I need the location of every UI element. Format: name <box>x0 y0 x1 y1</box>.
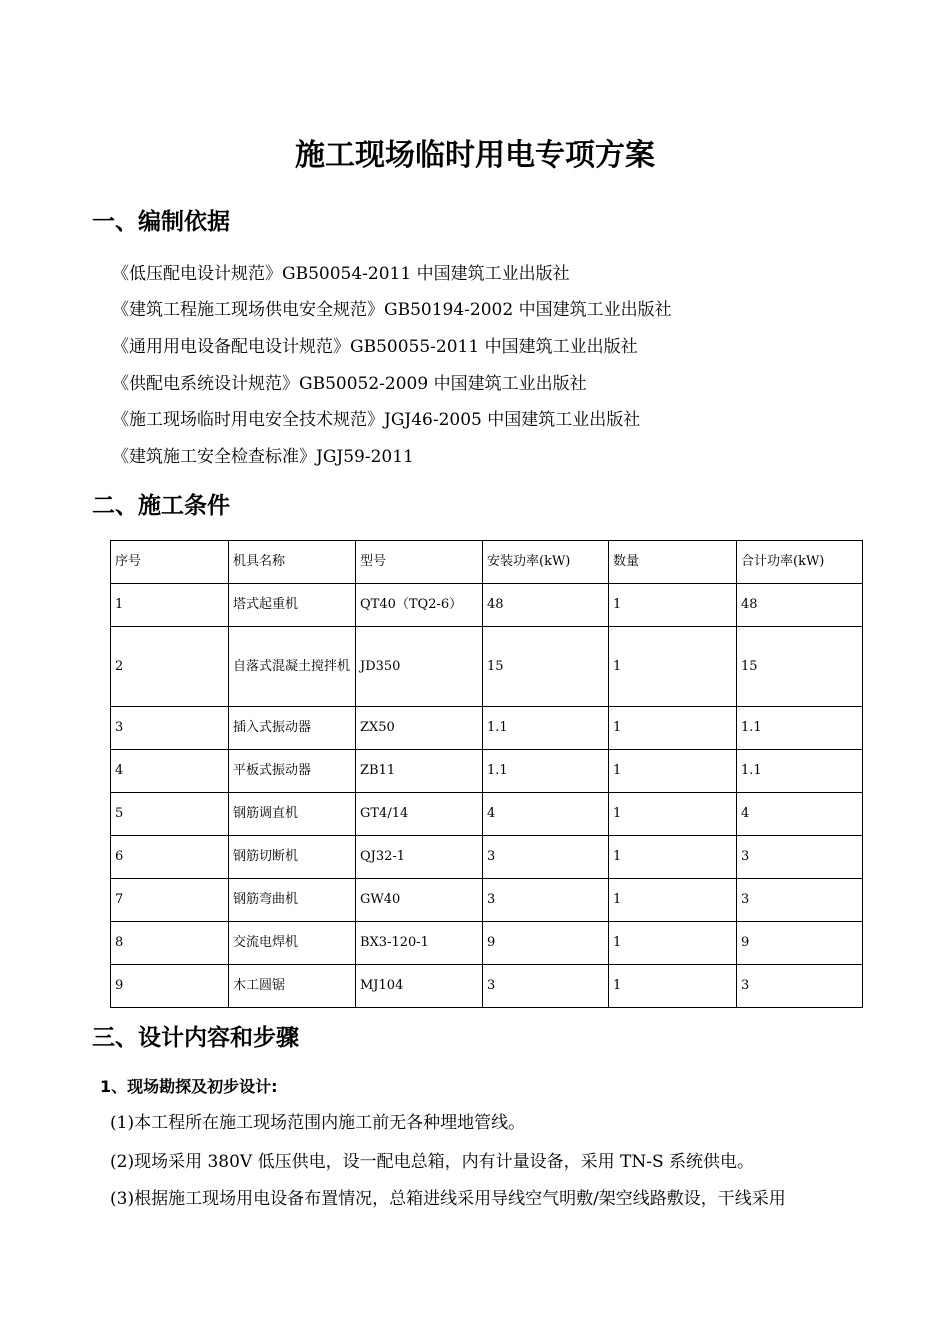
header-cell: 机具名称 <box>229 541 356 584</box>
table-cell: 1.1 <box>737 707 863 750</box>
table-cell: 48 <box>737 584 863 627</box>
table-row <box>111 584 863 627</box>
equipment-table <box>110 540 863 1008</box>
table-cell: QT40（TQ2-6） <box>356 584 483 627</box>
table-cell: 9 <box>483 922 609 965</box>
table-cell: JD350 <box>356 627 483 707</box>
table-cell: 3 <box>483 965 609 1008</box>
table-cell: 2 <box>111 627 229 707</box>
table-cell: 钢筋切断机 <box>229 836 356 879</box>
header-cell: 数量 <box>609 541 737 584</box>
table-cell: 1 <box>609 922 737 965</box>
table-row <box>111 836 863 879</box>
table-cell: 1 <box>609 584 737 627</box>
table-row <box>111 793 863 836</box>
table-cell: ZX50 <box>356 707 483 750</box>
table-cell: 1 <box>609 750 737 793</box>
table-row <box>111 965 863 1008</box>
table-header-row <box>111 541 863 584</box>
subsection-heading: 1、现场勘探及初步设计: <box>100 1077 278 1096</box>
table-cell: 1 <box>609 879 737 922</box>
table-cell: 1.1 <box>483 707 609 750</box>
table-row <box>111 707 863 750</box>
page-title: 施工现场临时用电专项方案 <box>295 138 655 173</box>
table-cell: 5 <box>111 793 229 836</box>
table-cell: 3 <box>483 879 609 922</box>
table-cell: 1.1 <box>483 750 609 793</box>
table-cell: 插入式振动器 <box>229 707 356 750</box>
table-cell: 4 <box>483 793 609 836</box>
reference-item: 《施工现场临时用电安全技术规范》JGJ46-2005 中国建筑工业出版社 <box>112 410 641 430</box>
table-row <box>111 627 863 707</box>
table-cell: 7 <box>111 879 229 922</box>
table-cell: GT4/14 <box>356 793 483 836</box>
body-paragraph: (1)本工程所在施工现场范围内施工前无各种埋地管线。 <box>110 1113 526 1133</box>
table-cell: 1.1 <box>737 750 863 793</box>
table-row <box>111 922 863 965</box>
header-cell: 序号 <box>111 541 229 584</box>
section-heading-design: 三、设计内容和步骤 <box>92 1025 299 1051</box>
table-cell: 3 <box>111 707 229 750</box>
table-cell: 1 <box>111 584 229 627</box>
header-cell: 型号 <box>356 541 483 584</box>
table-cell: 1 <box>609 707 737 750</box>
table-row <box>111 750 863 793</box>
table-cell: 9 <box>737 922 863 965</box>
reference-item: 《低压配电设计规范》GB50054-2011 中国建筑工业出版社 <box>112 264 570 284</box>
table-row <box>111 879 863 922</box>
body-paragraph: (3)根据施工现场用电设备布置情况，总箱进线采用导线空气明敷/架空线路敷设，干线采用 <box>110 1189 786 1209</box>
table-cell: 3 <box>737 879 863 922</box>
table-cell: 1 <box>609 793 737 836</box>
table-cell: 48 <box>483 584 609 627</box>
reference-item: 《供配电系统设计规范》GB50052-2009 中国建筑工业出版社 <box>112 374 587 394</box>
header-cell: 合计功率(kW) <box>737 541 863 584</box>
body-paragraph: (2)现场采用 380V 低压供电，设一配电总箱，内有计量设备，采用 TN-S 系统供电。 <box>110 1152 755 1172</box>
table-cell: 1 <box>609 836 737 879</box>
table-cell: MJ104 <box>356 965 483 1008</box>
table-cell: 钢筋弯曲机 <box>229 879 356 922</box>
table-cell: 1 <box>609 965 737 1008</box>
table-cell: 15 <box>483 627 609 707</box>
table-cell: 交流电焊机 <box>229 922 356 965</box>
table-cell: 6 <box>111 836 229 879</box>
table-cell: 8 <box>111 922 229 965</box>
table-cell: 钢筋调直机 <box>229 793 356 836</box>
table-cell: 3 <box>737 965 863 1008</box>
header-cell: 安装功率(kW) <box>483 541 609 584</box>
reference-item: 《建筑工程施工现场供电安全规范》GB50194-2002 中国建筑工业出版社 <box>112 300 672 320</box>
section-heading-conditions: 二、施工条件 <box>92 493 230 519</box>
section-heading-basis: 一、编制依据 <box>92 209 230 235</box>
reference-item: 《通用用电设备配电设计规范》GB50055-2011 中国建筑工业出版社 <box>112 337 638 357</box>
table-cell: 15 <box>737 627 863 707</box>
table-cell: 塔式起重机 <box>229 584 356 627</box>
table-cell: 9 <box>111 965 229 1008</box>
reference-item: 《建筑施工安全检查标准》JGJ59-2011 <box>112 447 414 467</box>
table-cell: 4 <box>111 750 229 793</box>
table-cell: 平板式振动器 <box>229 750 356 793</box>
table-cell: GW40 <box>356 879 483 922</box>
table-cell: ZB11 <box>356 750 483 793</box>
table-cell: BX3-120-1 <box>356 922 483 965</box>
table-cell: 3 <box>737 836 863 879</box>
table-cell: 自落式混凝土搅拌机 <box>229 627 356 707</box>
table-cell: 4 <box>737 793 863 836</box>
table-cell: QJ32-1 <box>356 836 483 879</box>
table-cell: 1 <box>609 627 737 707</box>
table-cell: 3 <box>483 836 609 879</box>
table-cell: 木工圆锯 <box>229 965 356 1008</box>
